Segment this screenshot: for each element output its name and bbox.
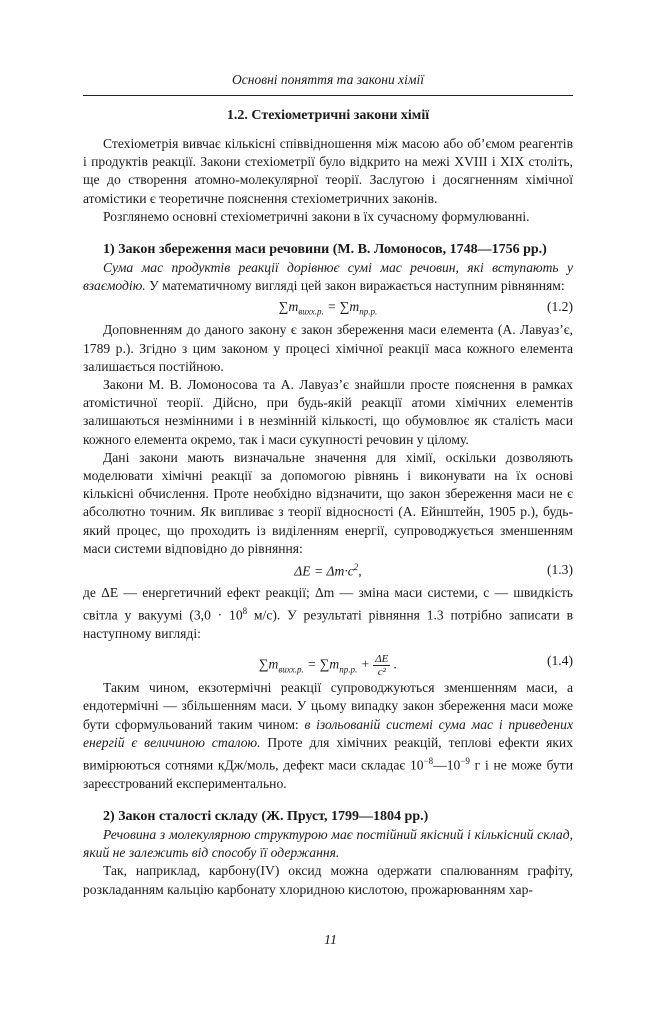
law1-paragraph-6: Таким чином, екзотермічні реакції супроводжуються зменшенням маси, а ендотермічні — збільшенням маси. У цьому випадку закон збереження маси може бути сформульований таким чином: в ізольованій системі сума мас і приведених енергій є величиною сталою. Проте для хімічних реакцій, теплові ефекти яких вимірюються сотнями кДж/моль, дефект маси складає $10^{-8}—10^{-9}$ г і не може бути зареєстрований експериментально. bbox=[83, 680, 574, 791]
section-title: 1.2. Стехіометричні закони хімії bbox=[226, 108, 430, 123]
intro-paragraph-1: Стехіометрія вивчає кількісні співвідношення між масою або об’ємом реагентів і продуктів реакції. Закони стехіометрії було відкрито на межі XVIII і XIX століть, ще до створення атомно-молекулярної теорії. Заслугою і досягненням хімічної атомістики є теоретичне пояснення стехіометричних законів. bbox=[83, 136, 573, 206]
intro-paragraph-2: Розглянемо основні стехіометричні закони в їх сучасному формулюванні. bbox=[103, 208, 530, 224]
law1-paragraph-3: Закони М. В. Ломоносова та А. Лавуаз’є знайшли просте пояснення в рамках атомістичної теорії. Дійсно, при будь-якій реакції атоми хімічних елементів залишаються незмінними і в незмінній кількості, що обумовлює як сталість маси кожного елемента окремо, так і маси сукупності речовин у цілому. bbox=[83, 377, 573, 447]
page-number: 11 bbox=[324, 933, 337, 948]
law1-statement: Сума мас продуктів реакції дорівнює сумі мас речовин, які вступають у взаємодію. bbox=[83, 260, 573, 294]
equation-number: (1.3) bbox=[546, 562, 573, 578]
law1-statement-tail: У математичному вигляді цей закон виражається наступним рівнянням: bbox=[145, 278, 565, 294]
equation-number: (1.2) bbox=[546, 299, 573, 315]
running-head: Основні поняття та закони хімії bbox=[232, 72, 424, 87]
law2-heading: 2) Закон сталості складу (Ж. Пруст, 1799—1804 рр.) bbox=[103, 808, 429, 824]
equation-1-2: $\sum m_{вихх.р.} = \sum m_{пр.р.}$ (1.2) bbox=[278, 299, 573, 318]
header-rule bbox=[83, 95, 573, 96]
law2-paragraph-2: Так, наприклад, карбону(IV) оксид можна одержати спалюванням графіту, розкладанням кальцію карбонату хлоридною кислотою, прожарюванням хар- bbox=[83, 863, 573, 897]
equation-1-4: $\sum m_{вихх.р.} = \sum m_{пр.р.}$ + $\frac{\Delta E}{\text{c²}}$ . (1.4) bbox=[258, 653, 573, 679]
law1-statement-paragraph bbox=[83, 259, 573, 295]
law1-heading: 1) Закон збереження маси речовини (М. В. Ломоносов, 1748—1756 рр.) bbox=[103, 242, 547, 258]
fraction: $\frac{\Delta E}{\text{c²}}$ bbox=[375, 653, 389, 679]
law1-paragraph-5: де ΔE — енергетичний ефект реакції; Δm — зміна маси системи, c — швидкість світла у вакуумі ($3,0 \cdot 10^8$ м/с). У результаті рівняння 1.3 потрібно записати в наступному вигляді: bbox=[83, 585, 573, 641]
law1-paragraph-2: Доповненням до даного закону є закон збереження маси елемента (А. Лавуаз’є, 1789 р.). Згідно з цим законом у процесі хімічної реакції маса кожного елемента залишається постійною. bbox=[83, 322, 573, 374]
equation-1-3: $\Delta E = \Delta m\cdot c^2$, (1.3) bbox=[294, 562, 573, 579]
page-body bbox=[83, 72, 573, 899]
law1-paragraph-4: Дані закони мають визначальне значення для хімії, оскільки дозволяють моделювати хімічні реакції за допомогою рівнянь і виконувати на їх основі кількісні обчислення. Проте необхідно відзначити, що закон збереження маси не є абсолютно точним. Як випливає з теорії відносності (А. Ейнштейн, 1905 р.), будь-який процес, що проходить із виділенням енергії, супроводжується зменшенням маси системи відповідно до рівняння: bbox=[83, 449, 573, 556]
equation-number: (1.4) bbox=[546, 653, 573, 669]
law2-statement: Речовина з молекулярною структурою має постійний якісний і кількісний склад, який не залежить від способу її одержання. bbox=[83, 826, 573, 861]
